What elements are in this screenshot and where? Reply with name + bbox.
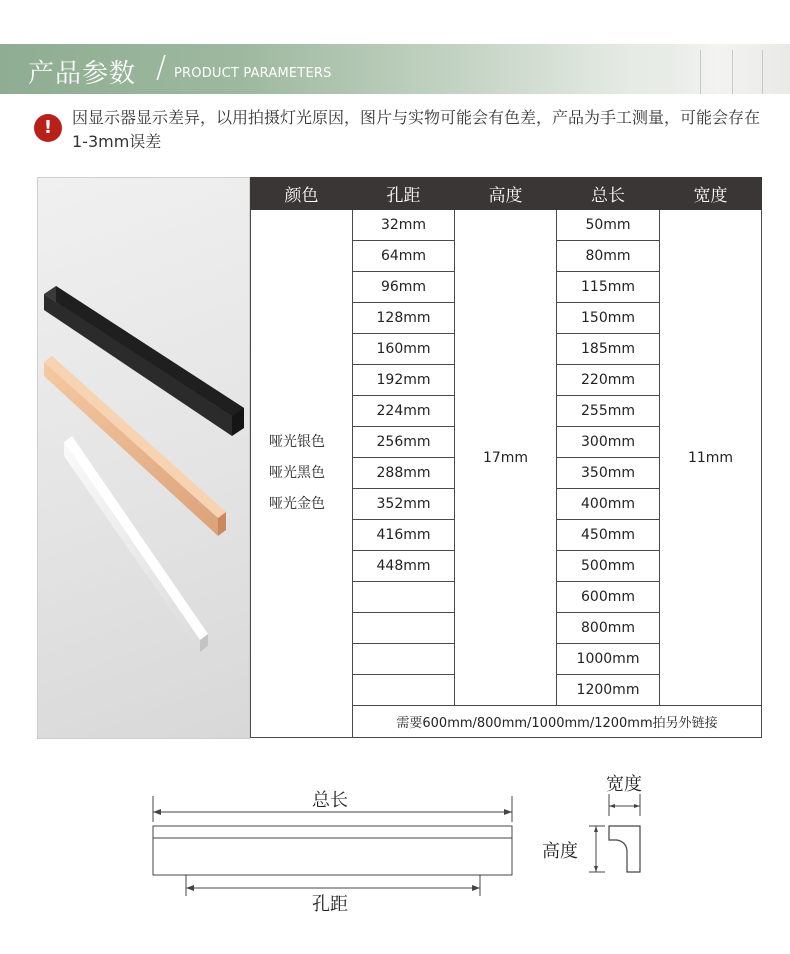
page-title: 产品参数 (28, 59, 137, 89)
total-length-cell: 1200mm (557, 675, 660, 706)
total-length-cell: 800mm (557, 613, 660, 644)
total-length-cell: 600mm (557, 582, 660, 613)
notice-text: 因显示器显示差异，以用拍摄灯光原因，图片与实物可能会有色差，产品为手工测量，可能会存在1-3mm误差 (72, 108, 761, 151)
front-view-diagram (140, 790, 530, 900)
banner-kitchen-photo (670, 44, 790, 94)
height-label: 高度 (542, 841, 578, 862)
header-total-length: 总长 (557, 178, 660, 210)
total-length-cell: 500mm (557, 551, 660, 582)
hole-spacing-cell: 160mm (353, 334, 455, 365)
header-height: 高度 (455, 178, 557, 210)
header-width: 宽度 (660, 178, 762, 210)
hole-spacing-cell: 416mm (353, 520, 455, 551)
total-length-cell: 1000mm (557, 644, 660, 675)
hole-spacing-cell: 96mm (353, 272, 455, 303)
total-length-cell: 300mm (557, 427, 660, 458)
hole-spacing-cell: 224mm (353, 396, 455, 427)
title-separator: / (156, 50, 167, 85)
hole-spacing-cell: 256mm (353, 427, 455, 458)
total-length-cell: 185mm (557, 334, 660, 365)
spec-table (250, 177, 762, 738)
hole-spacing-cell: 32mm (353, 210, 455, 241)
total-length-cell: 255mm (557, 396, 660, 427)
silver-handle (64, 436, 208, 652)
hole-spacing-cell (353, 582, 455, 613)
width-cell: 11mm (660, 210, 762, 706)
header-color: 颜色 (251, 178, 353, 210)
total-length-cell: 350mm (557, 458, 660, 489)
product-photo (37, 177, 250, 739)
hole-spacing-cell: 448mm (353, 551, 455, 582)
header-hole-spacing: 孔距 (353, 178, 455, 210)
width-label: 宽度 (606, 774, 642, 795)
total-length-cell: 150mm (557, 303, 660, 334)
color-option: 哑光金色 (269, 496, 325, 512)
table-row (251, 210, 762, 241)
color-option: 哑光银色 (269, 434, 325, 450)
total-length-cell: 400mm (557, 489, 660, 520)
table-header-row (251, 178, 762, 210)
header-banner (0, 44, 790, 94)
page-subtitle: PRODUCT PARAMETERS (174, 66, 332, 81)
height-cell: 17mm (455, 210, 557, 706)
side-profile-diagram (585, 790, 655, 880)
handles-illustration (38, 178, 249, 738)
total-length-label: 总长 (312, 790, 348, 811)
hole-spacing-cell: 128mm (353, 303, 455, 334)
black-handle (44, 286, 244, 436)
exclamation-icon: ! (34, 114, 62, 142)
hole-spacing-cell: 192mm (353, 365, 455, 396)
hole-spacing-cell (353, 675, 455, 706)
total-length-cell: 115mm (557, 272, 660, 303)
hole-spacing-cell (353, 613, 455, 644)
total-length-cell: 50mm (557, 210, 660, 241)
color-option: 哑光黑色 (269, 465, 325, 481)
total-length-cell: 450mm (557, 520, 660, 551)
hole-spacing-label: 孔距 (312, 894, 348, 915)
total-length-cell: 220mm (557, 365, 660, 396)
hole-spacing-cell: 64mm (353, 241, 455, 272)
hole-spacing-cell (353, 644, 455, 675)
hole-spacing-cell: 352mm (353, 489, 455, 520)
table-footnote: 需要600mm/800mm/1000mm/1200mm拍另外链接 (353, 706, 762, 738)
total-length-cell: 80mm (557, 241, 660, 272)
hole-spacing-cell: 288mm (353, 458, 455, 489)
color-cell (251, 210, 353, 738)
